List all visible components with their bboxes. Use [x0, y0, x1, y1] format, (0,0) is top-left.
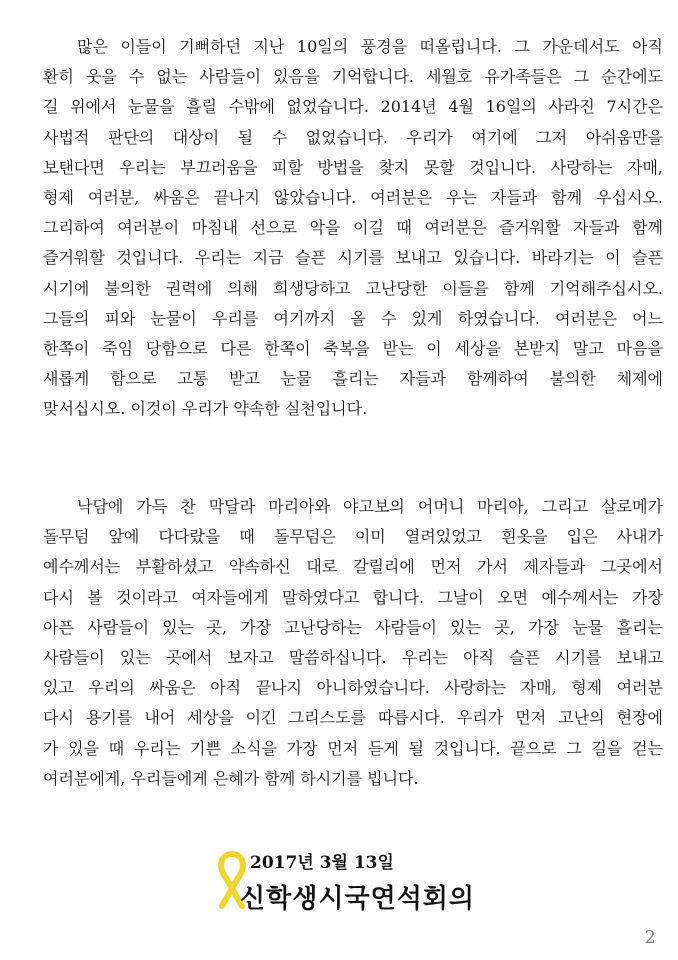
text-line: 있고 우리의 싸움은 아직 끝나지 아니하였습니다. 사랑하는 자매, 형제 여러분 [43, 678, 663, 698]
text-line: 즐거워할 것입니다. 우리는 지금 슬픈 시기를 보내고 있습니다. 바라기는 이 슬픈 [43, 248, 663, 268]
text-line: 한쪽이 죽임 당함으로 다른 한쪽이 축복을 받는 이 세상을 본받지 말고 마음을 [43, 339, 663, 359]
text-line: 다시 용기를 내어 세상을 이긴 그리스도를 따릅시다. 우리가 먼저 고난의 현장에 [43, 708, 663, 728]
text-line: 새롭게 함으로 고통 받고 눈물 흘리는 자들과 함께하여 불의한 체제에 [43, 369, 663, 389]
text-line: 보탠다면 우리는 부끄러움을 피할 방법을 찾지 못할 것입니다. 사랑하는 자매, [43, 157, 663, 177]
text-line: 여러분에게, 우리들에게 은혜가 함께 하시기를 빕니다. [43, 768, 419, 788]
text-line: 낙담에 가득 찬 막달라 마리아와 야고보의 어머니 마리아, 그리고 살로메가 [77, 497, 663, 516]
text-line: 예수께서는 부활하셨고 약속하신 대로 갈릴리에 먼저 가서 제자들과 그곳에서 [43, 557, 663, 577]
paragraph-1 [43, 32, 663, 425]
text-line: 다시 볼 것이라고 여자들에게 말하였다고 합니다. 그날이 오면 예수께서는 가장 [43, 587, 663, 607]
page-number: 2 [644, 927, 656, 948]
text-line: 많은 이들이 기뻐하던 지난 10일의 풍경을 떠올립니다. 그 가운데서도 아직 [77, 37, 663, 56]
text-line: 아픈 사람들이 있는 곳, 가장 고난당하는 사람들이 있는 곳, 가장 눈물 흘리는 [43, 617, 663, 637]
text-line: 사람들이 있는 곳에서 보자고 말씀하십니다. 우리는 아직 슬픈 시기를 보내고 [43, 648, 663, 668]
text-line: 환히 웃을 수 없는 사람들이 있음을 기억합니다. 세월호 유가족들은 그 순간에도 [43, 67, 663, 87]
text-line: 그들의 피와 눈물이 우리를 여기까지 올 수 있게 하였습니다. 여러분은 어느 [43, 308, 663, 328]
text-line: 형제 여러분, 싸움은 끝나지 않았습니다. 여러분은 우는 자들과 함께 우십시오. [43, 188, 663, 208]
text-line: 길 위에서 눈물을 흘릴 수밖에 없었습니다. 2014년 4월 16일의 사라진 7시간은 [43, 97, 663, 117]
text-line: 가 있을 때 우리는 기쁜 소식을 가장 먼저 듣게 될 것입니다. 끝으로 그 길을 걷는 [43, 738, 663, 758]
text-line: 그리하여 여러분이 마침내 선으로 악을 이길 때 여러분은 즐거워할 자들과 함께 [43, 218, 663, 238]
paragraph-2 [43, 492, 663, 794]
text-line: 돌무덤 앞에 다다랐을 때 돌무덤은 이미 열려있었고 흰옷을 입은 사내가 [43, 527, 663, 547]
organization-name: 신학생시국연석회의 [240, 884, 476, 914]
footer-date: 2017년 3월 13일 [250, 853, 394, 873]
text-line: 시기에 불의한 권력에 의해 희생당하고 고난당한 이들을 함께 기억해주십시오. [43, 278, 663, 298]
text-line: 맞서십시오. 이것이 우리가 약속한 실천입니다. [43, 399, 368, 419]
text-line: 사법적 판단의 대상이 될 수 없었습니다. 우리가 여기에 그저 아쉬움만을 [43, 127, 663, 147]
